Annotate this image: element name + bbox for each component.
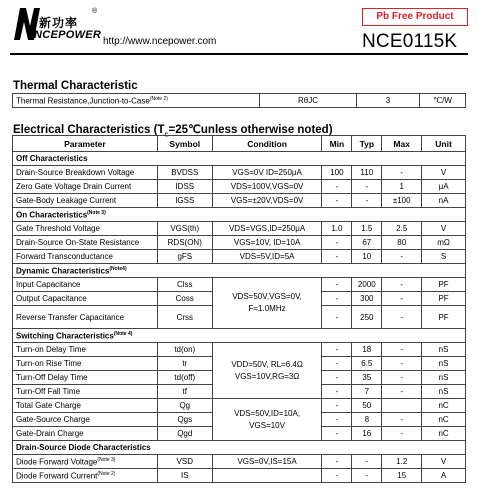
param-name: Diode Forward Voltage$^{(Note 3)}$ <box>13 455 158 469</box>
table-row <box>13 166 466 180</box>
unit-cell: nS <box>422 343 466 357</box>
unit-cell: mΩ <box>422 236 466 250</box>
param-name: Drain-Source On-State Resistance <box>13 236 158 250</box>
param-name: Input Capacitance <box>13 278 158 292</box>
condition-cell: VDD=50V, RL=6.4Ω VGS=10V,RG=3Ω <box>212 343 322 399</box>
symbol-cell: IGSS <box>157 194 212 208</box>
condition-cell: VGS=10V, ID=10A <box>212 236 322 250</box>
header-unit: Unit <box>422 136 466 152</box>
logo-chinese-text: 新功率 <box>39 16 79 30</box>
min-cell: - <box>322 278 352 292</box>
param-name: Total Gate Charge <box>13 399 158 413</box>
typ-cell: 10 <box>352 250 382 264</box>
typ-cell: - <box>352 180 382 194</box>
symbol-cell: VSD <box>157 455 212 469</box>
unit-cell: A <box>422 469 466 483</box>
typ-cell: - <box>352 455 382 469</box>
table-row <box>13 222 466 236</box>
logo-english-text: NCEPOWER <box>34 29 102 41</box>
max-cell: - <box>382 371 422 385</box>
typ-cell: 110 <box>352 166 382 180</box>
max-cell: - <box>382 427 422 441</box>
param-name: Drain-Source Breakdown Voltage <box>13 166 158 180</box>
unit-cell: nS <box>422 385 466 399</box>
param-name: Reverse Transfer Capacitance <box>13 306 158 329</box>
max-cell: - <box>382 250 422 264</box>
min-cell: - <box>322 455 352 469</box>
min-cell: - <box>322 194 352 208</box>
website-url[interactable]: http://www.ncepower.com <box>103 36 217 47</box>
condition-cell: VDS=50V,ID=10A, VGS=10V <box>212 399 322 441</box>
table-row <box>13 94 466 108</box>
symbol-cell: td(on) <box>157 343 212 357</box>
param-name: Gate-Drain Charge <box>13 427 158 441</box>
param-name: Diode Forward Current$^{(Note 2)}$ <box>13 469 158 483</box>
unit-cell: PF <box>422 292 466 306</box>
condition-cell: VDS=100V,VGS=0V <box>212 180 322 194</box>
thermal-value: 3 <box>357 94 420 108</box>
max-cell <box>382 399 422 413</box>
unit-cell: V <box>422 222 466 236</box>
condition-cell: VDS=50V,VGS=0V, F=1.0MHz <box>212 278 322 329</box>
group-on <box>13 208 466 222</box>
min-cell: 100 <box>322 166 352 180</box>
unit-cell: nC <box>422 427 466 441</box>
group-title: Drain-Source Diode Characteristics <box>13 441 466 455</box>
unit-cell: nS <box>422 371 466 385</box>
symbol-cell: td(off) <box>157 371 212 385</box>
table-row <box>13 469 466 483</box>
symbol-cell: RDS(ON) <box>157 236 212 250</box>
min-cell: - <box>322 180 352 194</box>
min-cell: - <box>322 292 352 306</box>
table-header-row <box>13 136 466 152</box>
pb-free-badge: Pb Free Product <box>362 8 468 26</box>
min-cell: - <box>322 427 352 441</box>
unit-cell: V <box>422 455 466 469</box>
param-name: Zero Gate Voltage Drain Current <box>13 180 158 194</box>
group-title: Dynamic Characteristics$^{(Note4)}$ <box>13 264 466 278</box>
registered-mark: ® <box>92 8 98 15</box>
typ-cell: 16 <box>352 427 382 441</box>
symbol-cell: Crss <box>157 306 212 329</box>
group-off <box>13 152 466 166</box>
max-cell: - <box>382 357 422 371</box>
max-cell: - <box>382 413 422 427</box>
max-cell: 15 <box>382 469 422 483</box>
header-condition: Condition <box>212 136 322 152</box>
unit-cell: PF <box>422 278 466 292</box>
symbol-cell: IS <box>157 469 212 483</box>
unit-cell: nC <box>422 399 466 413</box>
thermal-unit: ℃/W <box>420 94 466 108</box>
param-name: Turn-on Rise Time <box>13 357 158 371</box>
unit-cell: μA <box>422 180 466 194</box>
condition-cell: VDS=5V,ID=5A <box>212 250 322 264</box>
max-cell: 2.5 <box>382 222 422 236</box>
header-max: Max <box>382 136 422 152</box>
table-row <box>13 194 466 208</box>
symbol-cell: tr <box>157 357 212 371</box>
typ-cell: 6.5 <box>352 357 382 371</box>
typ-cell: 7 <box>352 385 382 399</box>
unit-cell: nC <box>422 413 466 427</box>
thermal-title: Thermal Characteristic <box>13 80 138 92</box>
min-cell: - <box>322 343 352 357</box>
param-name: Turn-Off Delay Time <box>13 371 158 385</box>
condition-cell: VGS=0V,IS=15A <box>212 455 322 469</box>
typ-cell: 8 <box>352 413 382 427</box>
min-cell: - <box>322 236 352 250</box>
header-symbol: Symbol <box>157 136 212 152</box>
symbol-cell: IDSS <box>157 180 212 194</box>
typ-cell: 67 <box>352 236 382 250</box>
electrical-table <box>12 135 466 483</box>
typ-cell: - <box>352 194 382 208</box>
symbol-cell: VGS(th) <box>157 222 212 236</box>
max-cell: ±100 <box>382 194 422 208</box>
symbol-cell: Qgs <box>157 413 212 427</box>
param-name: Output Capacitance <box>13 292 158 306</box>
group-title: Switching Characteristics$^{(Note 4)}$ <box>13 329 466 343</box>
min-cell: - <box>322 413 352 427</box>
min-cell: - <box>322 469 352 483</box>
table-row <box>13 250 466 264</box>
min-cell: 1.0 <box>322 222 352 236</box>
symbol-cell: Qg <box>157 399 212 413</box>
param-name: Turn-Off Fall Time <box>13 385 158 399</box>
max-cell: - <box>382 292 422 306</box>
header-parameter: Parameter <box>13 136 158 152</box>
condition-cell: VGS=0V ID=250μA <box>212 166 322 180</box>
param-name: Forward Transconductance <box>13 250 158 264</box>
thermal-table <box>12 93 466 108</box>
unit-cell: nS <box>422 357 466 371</box>
ncepower-logo <box>12 6 102 46</box>
param-name: Gate Threshold Voltage <box>13 222 158 236</box>
header-typ: Typ <box>352 136 382 152</box>
table-row <box>13 399 466 413</box>
condition-cell: VDS=VGS,ID=250μA <box>212 222 322 236</box>
thermal-parameter: Thermal Resistance,Junction-to-Case$^{(Note 2)}$ <box>13 94 260 108</box>
unit-cell: PF <box>422 306 466 329</box>
table-row <box>13 455 466 469</box>
symbol-cell: BVDSS <box>157 166 212 180</box>
min-cell: - <box>322 357 352 371</box>
group-diode <box>13 441 466 455</box>
table-row <box>13 278 466 292</box>
group-switching <box>13 329 466 343</box>
symbol-cell: Qgd <box>157 427 212 441</box>
unit-cell: V <box>422 166 466 180</box>
param-name: Gate-Body Leakage Current <box>13 194 158 208</box>
param-name: Gate-Source Charge <box>13 413 158 427</box>
typ-cell: 35 <box>352 371 382 385</box>
group-title: Off Characteristics <box>13 152 466 166</box>
min-cell: - <box>322 399 352 413</box>
typ-cell: - <box>352 469 382 483</box>
unit-cell: S <box>422 250 466 264</box>
group-dynamic <box>13 264 466 278</box>
max-cell: - <box>382 166 422 180</box>
typ-cell: 18 <box>352 343 382 357</box>
max-cell: - <box>382 306 422 329</box>
condition-cell: VGS=±20V,VDS=0V <box>212 194 322 208</box>
symbol-cell: Coss <box>157 292 212 306</box>
min-cell: - <box>322 385 352 399</box>
max-cell: - <box>382 385 422 399</box>
min-cell: - <box>322 306 352 329</box>
max-cell: 80 <box>382 236 422 250</box>
max-cell: - <box>382 343 422 357</box>
table-row <box>13 343 466 357</box>
min-cell: - <box>322 371 352 385</box>
typ-cell: 2000 <box>352 278 382 292</box>
typ-cell: 1.5 <box>352 222 382 236</box>
thermal-symbol: RθJC <box>260 94 357 108</box>
min-cell: - <box>322 250 352 264</box>
condition-cell <box>212 469 322 483</box>
electrical-title: Electrical Characteristics ($T_C=25℃unless$ otherwise noted) <box>13 124 333 139</box>
part-number: NCE0115K <box>362 31 458 52</box>
unit-cell: nA <box>422 194 466 208</box>
table-row <box>13 236 466 250</box>
max-cell: 1 <box>382 180 422 194</box>
typ-cell: 50 <box>352 399 382 413</box>
table-row <box>13 180 466 194</box>
header-divider <box>10 53 468 55</box>
param-name: Turn-on Delay Time <box>13 343 158 357</box>
max-cell: 1.2 <box>382 455 422 469</box>
header-min: Min <box>322 136 352 152</box>
symbol-cell: Clss <box>157 278 212 292</box>
typ-cell: 300 <box>352 292 382 306</box>
symbol-cell: gFS <box>157 250 212 264</box>
typ-cell: 250 <box>352 306 382 329</box>
group-title: On Characteristics$^{(Note 3)}$ <box>13 208 466 222</box>
max-cell: - <box>382 278 422 292</box>
symbol-cell: tf <box>157 385 212 399</box>
